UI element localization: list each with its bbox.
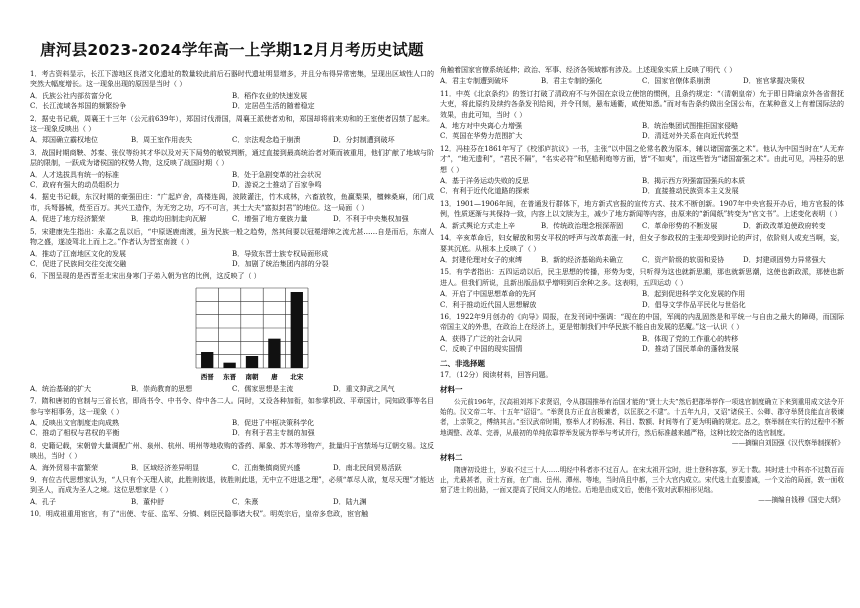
bar-唐 — [268, 338, 280, 367]
option: D．陆九渊 — [333, 497, 367, 506]
question-17-stem: 17．（12分）阅读材料，回答问题。 — [440, 370, 553, 379]
option: B．区域经济差异明显 — [131, 463, 200, 472]
option: A．推动了江南地区文化的发展 — [30, 249, 127, 258]
option: A．海外贸易丰富繁荣 — [30, 463, 99, 472]
option: A．封建伦理对女子的束缚 — [440, 255, 523, 264]
chart-x-labels — [201, 372, 304, 381]
option: B．导致东晋士族专权局面形成 — [232, 249, 329, 258]
question-stem: 14．辛亥革命后，妇女解放和男女平权的呼声与改革高涨一时，但女子参政权的主张却受到时论的声讨，依阶则人或充当啊，妄，要其沉底。从根本上反映了（ ） — [440, 234, 844, 253]
question-7 — [30, 396, 434, 439]
question-stem: 10．明成祖重用宦官，有了“出使、专征、监军、分镇、刺臣民隐事诸大权”。明英宗后，皇帝多怠政，宦官触 — [30, 510, 369, 519]
option: A．地方对中央离心力增强 — [440, 122, 523, 131]
option: B．体现了党的工作重心的转移 — [642, 334, 739, 343]
option: A．氏族公社内部贫富分化 — [30, 91, 113, 100]
material-1-text: 公元前196年，汉高祖刘邦下求贤诏，令从郡国推举有治国才能的“贤士大夫”然后把郡举荐作一项选官制度确立下来到重用成文法令开始的。汉文帝二年、十五年“诏诏”。“举贤良方正直言极谏者，以匡朕之不逮”。十五年九月，又诏“诸侯王、公卿、郡守举贤良能直言极谏者，上亲策之，傅纳其言。”至汉武帝时期，察举人才的标准、科目、数额、时间等有了更为明确的规定。总之，察举制在实行的过程中不断地调整、改革、完善，从最初的单纯依靠荐举发展为荐举与考试并行，然后标准越来越严格，这种比较完备的选官制度。 — [440, 397, 844, 437]
section-heading: 二、非选择题 — [440, 358, 485, 368]
option: B．处于急剧变革的社会状况 — [232, 170, 322, 179]
option: D．加剧了统治集团内部的分裂 — [232, 259, 329, 268]
option: B．稻作农业的快速发展 — [232, 91, 308, 100]
question-10 — [30, 509, 434, 519]
x-tick-label: 唐 — [271, 372, 278, 381]
option: C．有利于近代化道路的探索 — [440, 187, 530, 196]
option: B．统治集团试图推拒国家侵略 — [642, 122, 739, 131]
bar-西晋 — [201, 352, 213, 368]
option: B．推动均田制走向瓦解 — [131, 215, 207, 224]
material-2-source: ——摘编自钱穆《国史大纲》 — [758, 496, 844, 505]
x-tick-label: 南朝 — [245, 372, 259, 381]
option: B．崇尚教育的思想 — [131, 384, 193, 393]
option: B．揭示西方列强富国强兵的本质 — [642, 177, 746, 186]
option: A．统治基础的扩大 — [30, 384, 92, 393]
question-stem: 5．宋建康先生指出：永嘉之乱以后，“中原逐鹿南渡，虽为民族一般之趋势，然其间要以冠冕缙绅之流尤甚……自是而后，东南人物之盛，遂凌驾北上而上之。”作者认为晋室南渡（ ） — [30, 227, 434, 247]
option: C．资产阶级的软弱和妥协 — [642, 255, 725, 264]
option: A．郑国确立霸权地位 — [30, 136, 99, 145]
option: B．董仲舒 — [131, 497, 165, 506]
question-9 — [30, 475, 434, 507]
option: D．倡导文学作品平民化与世俗化 — [642, 300, 746, 309]
option: A．孔子 — [30, 497, 57, 506]
question-stem: 3．战国时期商鞅、苏秦、张仪等纷其才华以及对天下局势的敏锐判断，通过直接到最高统治者对策而被重用，他们扩献了地域与阶层的限制，一跃成为诸侯国的权势人物，这反映了战国时期（ ） — [30, 148, 434, 168]
option: D．游说之士推动了百家争鸣 — [232, 181, 322, 190]
question-stem: 12．冯桂芬在1861年写了《校邠庐抗议》一书，主张“以中国之伦常名教为原本，辅以诸国富强之术”。他认为中国当时在“人无弃才”，“地无遗利”，“君民不隔”，“名实必符”和坚船利炮等方面，皆“不如夷”，而这些皆为“诸国富强之术”。由此可见，冯桂芬的思想（ ） — [440, 144, 844, 174]
bar-南朝 — [246, 356, 258, 368]
question-15 — [440, 267, 844, 310]
question-stem: 11．中英《北京条约》的签订打破了清政府不与外国在京设立使馆的惯例，且条约规定：“（清朝皇帝）允于即日降谕京外各省督抚大吏，将此原约及续约各条发刊给阅，并令刊刻，悬布通衢，咸使知悉。”而对布告条约做出全国公布，在某种意义上有着国际法的效果，由此可知，当时（ ） — [440, 89, 844, 119]
option: D．不利于中央集权加强 — [333, 215, 409, 224]
right-column — [440, 65, 844, 505]
option: A．基于洋务运动失败的反思 — [440, 177, 530, 186]
question-13 — [440, 199, 844, 231]
question-10-continued — [440, 65, 844, 87]
chart-bars — [201, 292, 303, 368]
option: D．分封制遭到破坏 — [333, 136, 395, 145]
option: C．江南集镇商贸兴盛 — [232, 463, 301, 472]
option: D．定居邑生活的随着稳定 — [232, 102, 315, 111]
question-stem: 8．史籍记载，宋朝曾大量调配广州、泉州、杭州、明州等地收购的香药、犀象、苏木等珍物产，批量归于宫禁场与辽朝交易。这反映出，当时（ ） — [30, 441, 434, 461]
option: D．封建顽固势力异常强大 — [743, 255, 826, 264]
option: C．增强了地方豪族力量 — [232, 215, 308, 224]
x-tick-label: 北宋 — [290, 372, 304, 381]
option: C．反映了中国的现实国情 — [440, 345, 523, 354]
question-1 — [30, 69, 434, 112]
question-8 — [30, 441, 434, 473]
option: B．周王室作用丧失 — [131, 136, 193, 145]
question-stem: 2．据史书记载，周襄王十三年（公元前639年），郑国讨伐滑国，周襄王派使者劝和，郑国却将前来劝和的王室使者囚禁了起来。这一现象反映出（ ） — [30, 114, 434, 134]
question-3 — [30, 148, 434, 191]
question-12 — [440, 144, 844, 197]
question-stem: 7．隋和唐初的官制与三省长官，即尚书令、中书令、侍中各二人。同时，又设各种加衔，如参掌机政、平章国计，同知政事等名目参与宰相事务，这一现象（ ） — [30, 397, 434, 416]
option: A．人才选拔具有统一的标准 — [30, 170, 120, 179]
material-1-label: 材料一 — [440, 384, 463, 394]
x-tick-label: 西晋 — [200, 372, 214, 381]
option: D．有利于君主专制的加强 — [232, 429, 315, 438]
question-11 — [440, 89, 844, 142]
exam-title: 唐河县2023-2024学年高一上学期12月月考历史试题 — [40, 41, 424, 59]
option: A．开启了中国思想革命的先河 — [440, 290, 537, 299]
option: B．君主专制的强化 — [541, 77, 603, 86]
question-4 — [30, 192, 434, 224]
bar-chart — [30, 284, 434, 382]
option: C．宗法观念趋于崩溃 — [232, 136, 301, 145]
option: D．宦官掌握决策权 — [743, 77, 805, 86]
option: C．革命形势的不断发展 — [642, 221, 718, 230]
material-2-label: 材料二 — [440, 452, 463, 462]
bar-东晋 — [223, 362, 235, 367]
question-2 — [30, 114, 434, 146]
option: D．清廷对外关系在向近代转型 — [642, 132, 739, 141]
question-5 — [30, 227, 434, 270]
question-stem: 13．1901—1906年间，在普通发行群体下，地方新式官报的宣传方式、技术不断创新。1907年中央官报开办后，地方官报的体例，性质逐渐与其保持一致，内容上以文牍为主，减少了地方新闻等内容，由原来的“新闻纸”转变为“官文书”。上述变化表明（ ） — [440, 199, 844, 219]
question-14 — [440, 233, 844, 265]
option: C．促进了民族间交往交流交融 — [30, 259, 127, 268]
bar-chart-svg — [192, 284, 312, 382]
option: C．推动了相权与君权的平衡 — [30, 429, 120, 438]
question-6 — [30, 271, 434, 394]
option: B．促进了中枢决策科学化 — [232, 418, 315, 427]
material-2-text: 隋唐初设进士，岁取不过三十人……明经中科者亦不过百人。在宋太祖开宝时，进士登科容寡，岁无十数。其时进士中科亦不过数百而止，尤最甚者，贡士方面，在广南、岳州、潭州、等地，当时尚且中都，三个大官内成立。宋代选士直要遗减，一个文治的局面，敦一面收窟了进士的出路，一面又提高了民间文人的地位。后地是由成文后，使他不致对武职相形见绌。 — [440, 465, 844, 495]
option: C．朱熹 — [232, 497, 259, 506]
question-stem: 16．1922年9月创办的《向导》周报，在发刊词中强调：“现在的中国，军阀的内乱固然是和平统一与自由之最大的障碍，而国际帝国主义的外患，在政治上在经济上，更是钳制我们中华民族不能自由发展的恶魔。”这一认识（ ） — [440, 312, 844, 332]
left-column — [30, 0, 434, 522]
option: C．长江流域各邦国的频繁纷争 — [30, 102, 127, 111]
option: A．新式舆论方式走上辛 — [440, 221, 516, 230]
question-stem: 15．有学者指出：五四运动以后，民主思想的传播，形势为变，只听得为这也就新思潮，那也就新思潮，这使也新政派，那使也新进人。但我们所说，且新出版品似乎增明到百余种之多。这表明，五四运动（ ） — [440, 268, 844, 287]
option: C．政府有强大的动员组织力 — [30, 181, 120, 190]
option: D．新政改革迫使政府转变 — [743, 221, 826, 230]
option: C．英国在华势力范围扩大 — [440, 132, 523, 141]
option: A．获得了广泛的社会认同 — [440, 334, 523, 343]
option: D．直接推动民族资本主义发展 — [642, 187, 739, 196]
question-stem: 6．下图呈现的是西晋至北宋出身寒门子弟入朝为官的比例，这反映了（ ） — [30, 272, 261, 281]
option: A．促进了地方经济繁荣 — [30, 215, 106, 224]
option: B．起到促进科学文化发展的作用 — [642, 290, 746, 299]
material-1-source: ——摘编自刘国强《汉代察举制探析》 — [731, 438, 844, 447]
question-16 — [440, 312, 844, 355]
option: C．儒家思想是主流 — [232, 384, 294, 393]
question-stem: 9．有位古代思想家认为，“人只有个天理人欲，此胜则彼退，彼胜则此退，无中立不进退之理”，必须“革尽人欲，复尽天理”才能达到圣人，而成为圣人之境。这位思想家是（ ） — [30, 475, 434, 495]
option: B．新的经济基础尚未确立 — [541, 255, 624, 264]
option: A．君主专制遭到破坏 — [440, 77, 509, 86]
option: C．利于推动近代国人思想解放 — [440, 300, 537, 309]
option: D．南北民间贸易活跃 — [333, 463, 402, 472]
option: C．国家官僚体系崩溃 — [642, 77, 711, 86]
option: D．推动了国民革命的蓬勃发展 — [642, 345, 739, 354]
bar-北宋 — [291, 292, 303, 368]
question-stem: 1．考古资料显示，长江下游地区良渚文化遗址的数量较此前后石器时代遗址明显增多，并且分布得异常密集，呈现出区域性人口的突然大幅度增长。这一现象出现的原因是当时（ ） — [30, 70, 434, 89]
option: B．传统政治理念根深蒂固 — [541, 221, 624, 230]
question-stem: 4．据史书记载，东汉时期的豪强田庄：“广起庐舍，高楼连阁，波陂灌注，竹木成林，六畜放牧，鱼赢梨果，檀棘桑麻，闭门成市，兵弩器械，赀至百万。其兴工造作，为无穷之功，巧不可言，其士大夫“富拟封君”的地位。这一局面（ ） — [30, 193, 434, 212]
question-stem-continued: 角触着国家官僚系统延伸；政治、军事、经济各领域都有涉及。上述现象实质上反映了明代（ ） — [440, 66, 737, 74]
option: D．重文抑武之风气 — [333, 384, 395, 393]
x-tick-label: 东晋 — [223, 372, 237, 381]
option: A．反映出文官制度走向成熟 — [30, 418, 120, 427]
